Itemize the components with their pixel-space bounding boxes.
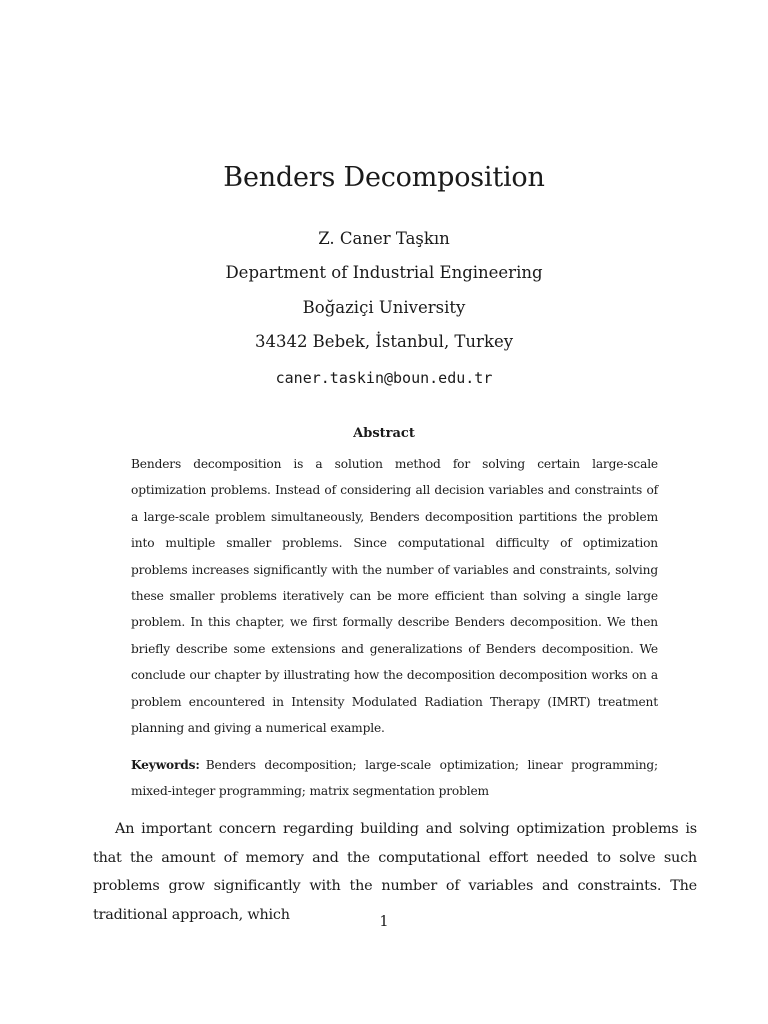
author-name: Z. Caner Taşkın — [318, 229, 450, 248]
keywords-label: Keywords: — [131, 758, 200, 772]
abstract-text: Benders decomposition is a solution method for solving certain large-scale optimization problems. Instead of considering all decision variables and constraints of a large-scale problem simultaneously, Benders decomposition partitions the problem into multiple smaller problems. Since computational difficulty of optimization problems increases significantly with the number of variables and constraints, solving these smaller problems iteratively can be more efficient than solving a single large problem. In this chapter, we first formally describe Benders decomposition. We then briefly describe some extensions and generalizations of Benders decomposition. We conclude our chapter by illustrating how the decomposition decomposition works on a problem encountered in Intensity Modulated Radiation Therapy (IMRT) treatment planning and giving a numerical example. — [131, 457, 658, 736]
keywords-block — [131, 752, 658, 804]
abstract-heading: Abstract — [353, 426, 415, 441]
paper-title: Benders Decomposition — [223, 162, 545, 193]
body-paragraph: An important concern regarding building and solving optimization problems is that the amount of memory and the computational effort needed to solve such problems grow significantly with the number of variables and constraints. The traditional approach, which — [93, 821, 697, 923]
author-department: Department of Industrial Engineering — [225, 263, 543, 282]
author-address: 34342 Bebek, İstanbul, Turkey — [254, 332, 514, 351]
keywords-text: Benders decomposition; large-scale optimization; linear programming; mixed-integer programming; matrix segmentation problem — [131, 758, 658, 798]
page-number: 1 — [379, 914, 389, 930]
author-email: caner.taskin@boun.edu.tr — [275, 369, 493, 387]
author-university: Boğaziçi University — [302, 298, 466, 317]
